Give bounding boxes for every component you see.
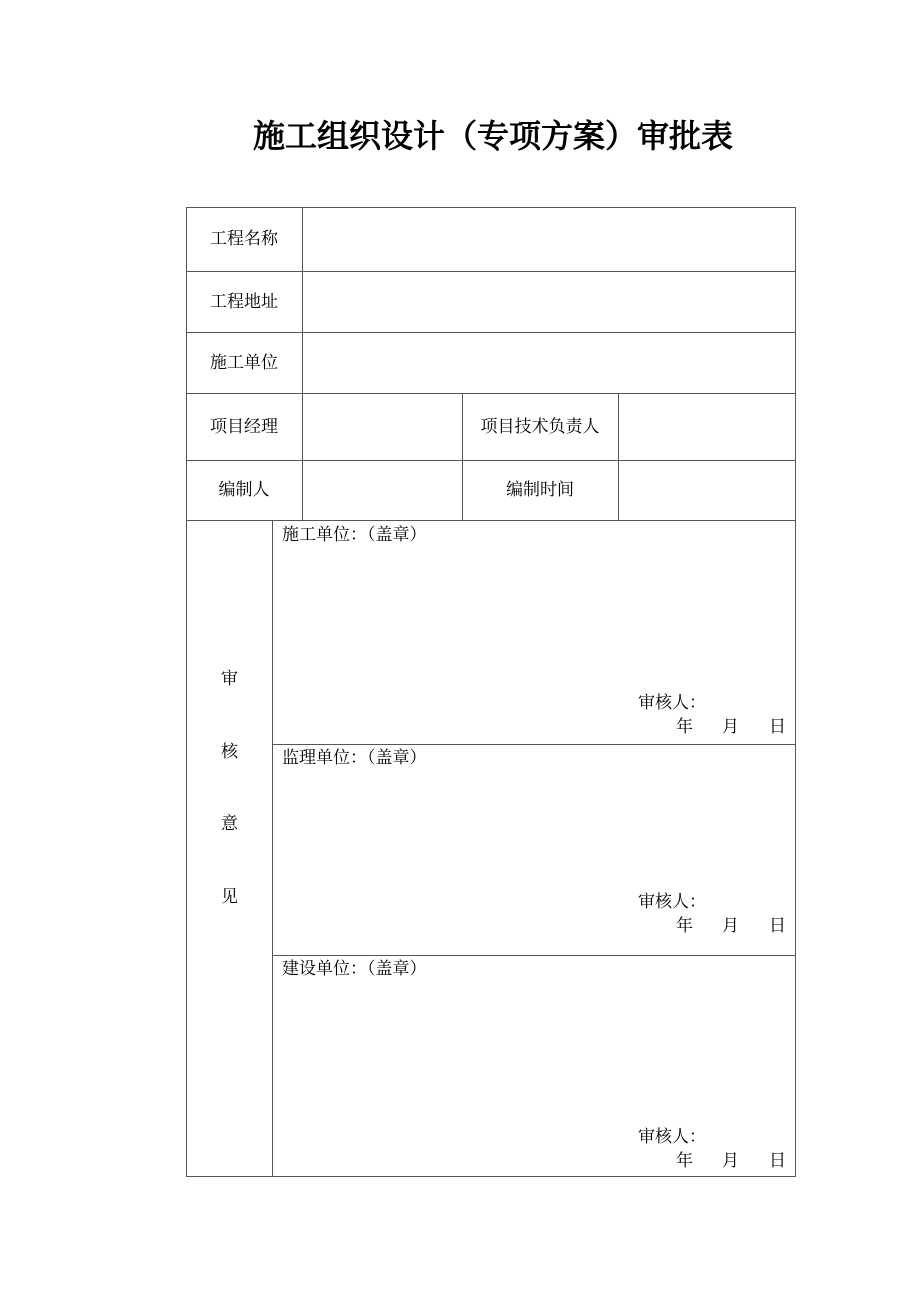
- reviewer-label: 审核人：: [638, 892, 706, 912]
- project-name-field[interactable]: [303, 208, 795, 271]
- date-day-label: 日: [769, 1151, 786, 1171]
- technical-lead-field[interactable]: [619, 394, 795, 460]
- review-opinion-label-char: 见: [221, 887, 238, 907]
- table-border-bottom: [186, 1176, 796, 1177]
- owner-unit-review-title: 建设单位：（盖章）: [282, 959, 427, 979]
- project-address-label: 工程地址: [210, 291, 278, 312]
- project-name-label: 工程名称: [210, 229, 278, 249]
- project-address-field[interactable]: [303, 272, 795, 332]
- review-opinion-label-char: 审: [221, 669, 238, 689]
- date-day-label: 日: [769, 916, 786, 936]
- reviewer-label: 审核人：: [638, 1127, 706, 1147]
- date-month-label: 月: [722, 916, 739, 936]
- construction-unit-field[interactable]: [303, 333, 795, 393]
- project-manager-field[interactable]: [303, 394, 462, 460]
- date-month-label: 月: [722, 717, 739, 737]
- construction-unit-review-area[interactable]: [273, 548, 795, 688]
- project-manager-label: 项目经理: [210, 416, 278, 437]
- compiler-field[interactable]: [303, 461, 462, 520]
- row-divider: [272, 744, 796, 745]
- review-opinion-label-char: 核: [221, 742, 238, 762]
- page-title: 施工组织设计（专项方案）审批表: [252, 117, 733, 155]
- date-year-label: 年: [676, 717, 693, 737]
- supervision-unit-review-title: 监理单位：（盖章）: [282, 748, 427, 768]
- review-opinion-label-char: 意: [221, 814, 238, 834]
- row-divider: [272, 955, 796, 956]
- date-year-label: 年: [676, 1151, 693, 1171]
- date-year-label: 年: [676, 916, 693, 936]
- date-day-label: 日: [769, 717, 786, 737]
- construction-unit-review-title: 施工单位：（盖章）: [282, 525, 427, 545]
- date-month-label: 月: [722, 1151, 739, 1171]
- supervision-unit-review-area[interactable]: [273, 771, 795, 886]
- compile-time-field[interactable]: [619, 461, 795, 520]
- reviewer-label: 审核人：: [638, 693, 706, 713]
- technical-lead-label: 项目技术负责人: [480, 416, 600, 437]
- row-divider: [186, 520, 796, 521]
- owner-unit-review-area[interactable]: [273, 982, 795, 1122]
- compile-time-label: 编制时间: [506, 480, 574, 500]
- compiler-label: 编制人: [218, 480, 270, 500]
- construction-unit-label: 施工单位: [210, 352, 278, 373]
- table-border-right: [795, 207, 796, 1177]
